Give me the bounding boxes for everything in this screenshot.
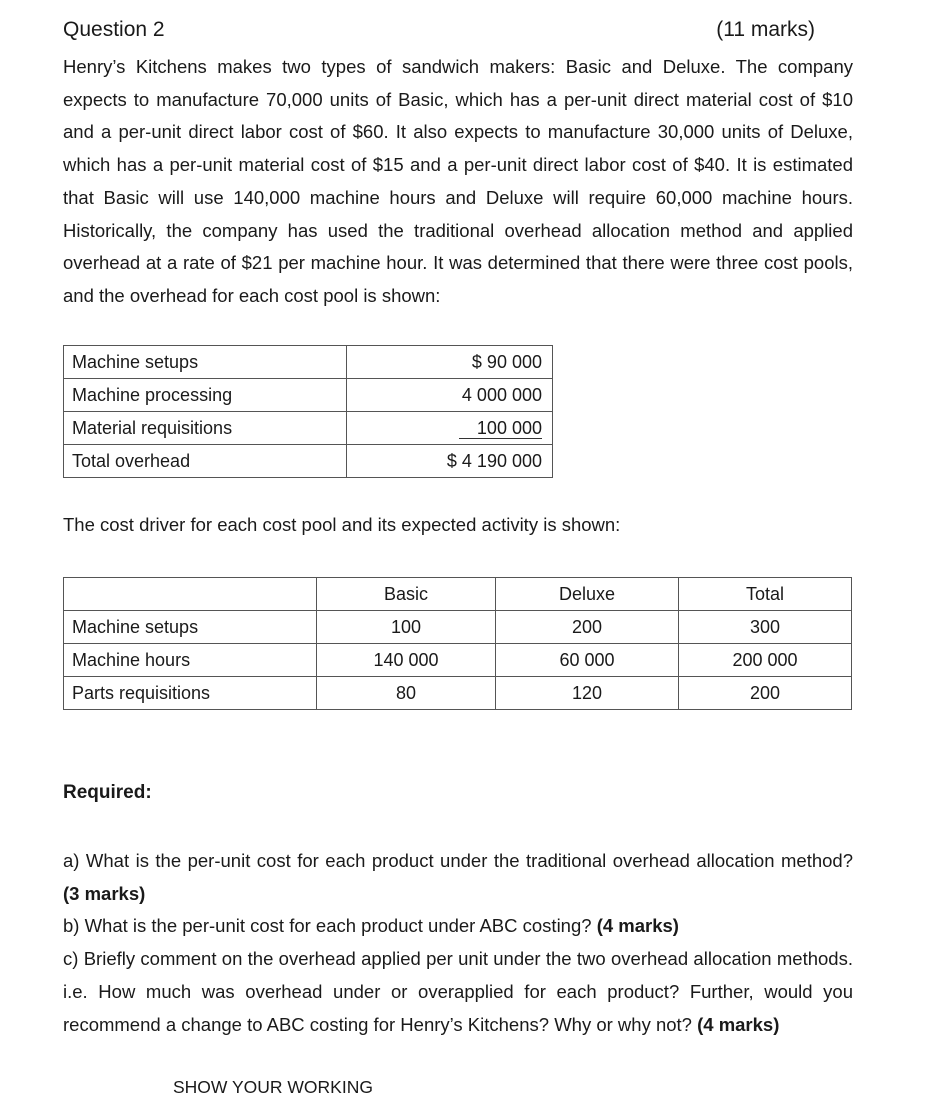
question-title: Question 2 xyxy=(63,18,165,41)
question-a-marks: (3 marks) xyxy=(63,882,146,904)
pool-amount: 4 000 000 xyxy=(347,379,553,412)
column-header: Deluxe xyxy=(496,578,679,611)
table-row xyxy=(64,677,852,710)
question-intro: Henry’s Kitchens makes two types of sandwich makers: Basic and Deluxe. The company expects to manufacture 70,000 units of Basic, which has a per-unit direct material cost of $10 and a per-unit direct labor cost of $60. It also expects to manufacture 30,000 units of Deluxe, which has a per-unit material cost of $15 and a per-unit direct labor cost of $40. It is estimated that Basic will use 140,000 machine hours and Deluxe will require 60,000 machine hours. Historically, the company has used the traditional overhead allocation method and applied overhead at a rate of $21 per machine hour. It was determined that there were three cost pools, and the overhead for each cost pool is shown: xyxy=(63,56,853,306)
question-c-text: c) Briefly comment on the overhead applied per unit under the two overhead allocation methods. i.e. How much was overhead under or overapplied for each product? Further, would you recommend a change to ABC costing for Henry’s Kitchens? Why or why not? xyxy=(63,948,853,1035)
driver-name: Parts requisitions xyxy=(64,677,317,710)
table-row xyxy=(64,412,553,445)
required-questions xyxy=(63,845,853,1041)
question-c-marks: (4 marks) xyxy=(697,1013,780,1035)
question-marks: (11 marks) xyxy=(716,18,815,41)
question-b xyxy=(63,910,853,943)
driver-basic: 80 xyxy=(317,677,496,710)
question-header xyxy=(63,18,815,50)
cost-driver-table xyxy=(63,577,852,710)
pool-amount-cell xyxy=(347,412,553,445)
pool-amount: $ 4 190 000 xyxy=(347,445,553,478)
question-c xyxy=(63,943,853,1041)
driver-basic: 140 000 xyxy=(317,644,496,677)
driver-total: 300 xyxy=(679,611,852,644)
question-b-marks: (4 marks) xyxy=(596,915,679,937)
pool-amount: $ 90 000 xyxy=(347,346,553,379)
cost-pool-table xyxy=(63,345,553,478)
pool-name: Material requisitions xyxy=(64,412,347,445)
table-row xyxy=(64,346,553,379)
column-header: Basic xyxy=(317,578,496,611)
driver-name: Machine setups xyxy=(64,611,317,644)
table-row xyxy=(64,379,553,412)
column-header xyxy=(64,578,317,611)
required-heading: Required: xyxy=(63,782,152,803)
pool-amount: 100 000 xyxy=(459,418,542,439)
pool-name: Machine setups xyxy=(64,346,347,379)
question-a-text: a) What is the per-unit cost for each product under the traditional overhead allocation method? xyxy=(63,850,853,871)
driver-deluxe: 60 000 xyxy=(496,644,679,677)
driver-deluxe: 200 xyxy=(496,611,679,644)
pool-name: Total overhead xyxy=(64,445,347,478)
table-row xyxy=(64,445,553,478)
driver-total: 200 000 xyxy=(679,644,852,677)
driver-basic: 100 xyxy=(317,611,496,644)
question-a xyxy=(63,845,853,910)
question-b-text: b) What is the per-unit cost for each product under ABC costing? xyxy=(63,915,592,937)
show-working-note: SHOW YOUR WORKING xyxy=(173,1077,373,1097)
driver-deluxe: 120 xyxy=(496,677,679,710)
driver-intro: The cost driver for each cost pool and its expected activity is shown: xyxy=(63,514,621,535)
table-row xyxy=(64,644,852,677)
pool-name: Machine processing xyxy=(64,379,347,412)
driver-total: 200 xyxy=(679,677,852,710)
table-row xyxy=(64,611,852,644)
column-header: Total xyxy=(679,578,852,611)
driver-name: Machine hours xyxy=(64,644,317,677)
table-header-row xyxy=(64,578,852,611)
